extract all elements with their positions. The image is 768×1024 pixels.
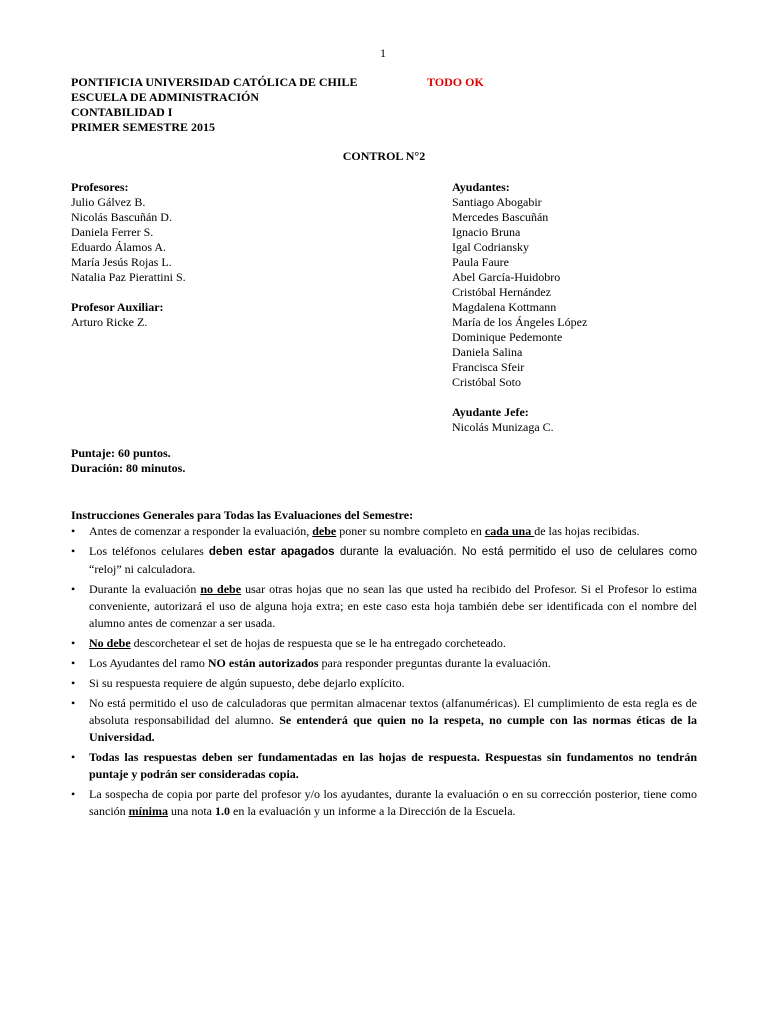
- ayudante-name: Cristóbal Soto: [452, 375, 522, 389]
- status-note: TODO OK: [427, 75, 484, 89]
- ayudante-name: Santiago Abogabir: [452, 195, 542, 209]
- instructions-section: [71, 508, 697, 823]
- ayudante-name: Daniela Salina: [452, 345, 523, 359]
- instruction-item: [71, 581, 697, 632]
- instructions-heading: Instrucciones Generales para Todas las Evaluaciones del Semestre:: [71, 508, 414, 522]
- instruction-item: [71, 675, 697, 692]
- ayudante-jefe-heading: Ayudante Jefe:: [452, 405, 529, 419]
- instruction-item: [71, 543, 697, 578]
- ayudantes-list: [452, 195, 587, 390]
- instruction-text: Se entenderá que quien no la respeta, no cumple con las normas éticas de la Universidad.: [89, 713, 697, 744]
- puntaje: Puntaje: 60 puntos.: [71, 446, 171, 460]
- ayudante-name: Francisca Sfeir: [452, 360, 525, 374]
- ayudantes-heading: Ayudantes:: [452, 180, 510, 194]
- ayudante-name: Cristóbal Hernández: [452, 285, 551, 299]
- instruction-item: [71, 635, 697, 652]
- page-number: 1: [380, 46, 386, 60]
- profesor-name: Eduardo Álamos A.: [71, 240, 166, 254]
- instruction-text: una nota: [168, 804, 215, 818]
- page-title: CONTROL N°2: [342, 149, 426, 163]
- instruction-item: [71, 786, 697, 820]
- instruction-text: poner su nombre completo en: [336, 524, 485, 538]
- course-name: CONTABILIDAD I: [71, 105, 173, 119]
- school-name: ESCUELA DE ADMINISTRACIÓN: [71, 90, 260, 104]
- instruction-item: [71, 523, 697, 540]
- instruction-text: NO están autorizados: [207, 656, 319, 670]
- instruction-text: cada una: [484, 524, 535, 538]
- instruction-text: Los Ayudantes del ramo: [89, 656, 208, 670]
- profesores-list: [71, 195, 186, 285]
- instruction-text: no debe: [200, 582, 242, 596]
- profesor-name: Daniela Ferrer S.: [71, 225, 154, 239]
- ayudante-jefe-name: Nicolás Munizaga C.: [452, 420, 554, 434]
- ayudante-name: María de los Ángeles López: [452, 315, 588, 329]
- semester: PRIMER SEMESTRE 2015: [71, 120, 216, 134]
- instruction-text: descorchetear el set de hojas de respuesta que se le ha entregado corcheteado.: [130, 636, 506, 650]
- staff-left-column: [71, 180, 186, 330]
- profesor-name: Nicolás Bascuñán D.: [71, 210, 172, 224]
- instruction-text: de las hojas recibidas.: [534, 524, 640, 538]
- instruction-text: La sospecha de copia por parte del profesor y/o los ayudantes, durante la evaluación o en su corrección posterior, tiene como sanción: [89, 787, 697, 818]
- ayudante-name: Mercedes Bascuñán: [452, 210, 549, 224]
- ayudante-name: Igal Codriansky: [452, 240, 529, 254]
- instruction-text: deben estar apagados: [208, 546, 335, 558]
- instruction-text: Antes de comenzar a responder la evaluación,: [89, 524, 313, 538]
- instruction-text: Durante la evaluación: [89, 582, 201, 596]
- instruction-text: Si su respuesta requiere de algún supuesto, debe dejarlo explícito.: [89, 676, 405, 690]
- profesor-auxiliar-name: Arturo Ricke Z.: [71, 315, 148, 329]
- ayudante-name: Dominique Pedemonte: [452, 330, 563, 344]
- instruction-text: 1.0: [215, 804, 230, 818]
- staff-right-column: [452, 180, 587, 435]
- ayudante-name: Abel García-Huidobro: [452, 270, 561, 284]
- ayudante-name: Paula Faure: [452, 255, 509, 269]
- ayudante-name: Magdalena Kottmann: [452, 300, 557, 314]
- instruction-text: para responder preguntas durante la evaluación.: [318, 656, 551, 670]
- profesor-auxiliar-heading: Profesor Auxiliar:: [71, 300, 164, 314]
- profesor-name: Natalia Paz Pierattini S.: [71, 270, 186, 284]
- instruction-text: Todas las respuestas deben ser fundamentadas en las hojas de respuesta. Respuestas sin fundamentos no tendrán puntaje y podrán ser consideradas copia.: [89, 750, 697, 781]
- profesores-heading: Profesores:: [71, 180, 129, 194]
- instruction-item: [71, 749, 697, 783]
- instruction-text: mínima: [128, 804, 168, 818]
- instruction-text: durante la evaluación. No está permitido el uso de celulares como: [334, 546, 697, 558]
- instruction-text: No debe: [89, 636, 131, 650]
- institution-header: [71, 75, 358, 135]
- instruction-text: debe: [312, 524, 337, 538]
- instruction-item: [71, 695, 697, 746]
- ayudante-name: Ignacio Bruna: [452, 225, 521, 239]
- university-name: PONTIFICIA UNIVERSIDAD CATÓLICA DE CHILE: [71, 75, 358, 89]
- instruction-text: usar otras hojas que no sean las que usted ha recibido del Profesor. Si el Profesor lo estima conveniente, autorizará el uso de alguna hoja extra; en este caso esta hoja también debe ser identificada con el nombre del alumno antes de comenzar a ser usada.: [89, 582, 697, 630]
- exam-details: [71, 446, 185, 476]
- profesor-name: Julio Gálvez B.: [71, 195, 146, 209]
- duracion: Duración: 80 minutos.: [71, 461, 186, 475]
- instruction-text: No está permitido el uso de calculadoras que permitan almacenar textos (alfanuméricas). El cumplimiento de esta regla es de absoluta responsabilidad del alumno.: [89, 696, 697, 727]
- instruction-text: en la evaluación y un informe a la Dirección de la Escuela.: [230, 804, 516, 818]
- instruction-item: [71, 655, 697, 672]
- profesor-name: María Jesús Rojas L.: [71, 255, 172, 269]
- instruction-text: Los teléfonos celulares: [89, 544, 209, 558]
- instructions-list: [71, 523, 697, 820]
- instruction-text: “reloj” ni calculadora.: [89, 562, 196, 576]
